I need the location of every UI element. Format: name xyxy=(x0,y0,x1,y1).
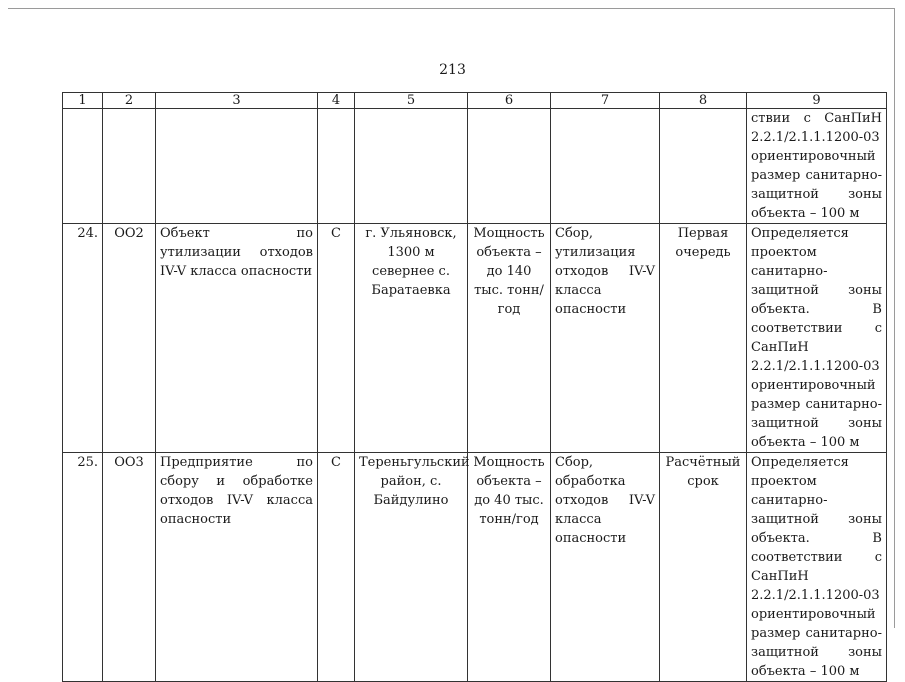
object-purpose: Сбор, обработка отходов IV-V класса опасности xyxy=(551,453,660,682)
object-code: ОО2 xyxy=(103,224,156,453)
column-header: 7 xyxy=(551,93,660,109)
table-cell xyxy=(318,109,355,224)
column-header: 8 xyxy=(660,93,747,109)
object-type: С xyxy=(318,453,355,682)
objects-table xyxy=(62,92,887,682)
table-row xyxy=(63,224,887,453)
column-header: 2 xyxy=(103,93,156,109)
object-code: ОО3 xyxy=(103,453,156,682)
object-purpose: Сбор, утилизация отходов IV-V класса опасности xyxy=(551,224,660,453)
object-type: С xyxy=(318,224,355,453)
column-header: 9 xyxy=(747,93,887,109)
object-capacity: Мощность объекта – до 140 тыс. тонн/год xyxy=(468,224,551,453)
notes-cell: ствии с СанПиН 2.2.1/2.1.1.1200-03 ориентировочный размер санитарно-защитной зоны объекта – 100 м xyxy=(747,109,887,224)
implementation-stage: Первая очередь xyxy=(660,224,747,453)
column-header: 4 xyxy=(318,93,355,109)
table-cell xyxy=(355,109,468,224)
table-cell xyxy=(103,109,156,224)
table-header-row xyxy=(63,93,887,109)
notes-cell: Определяется проектом санитарно-защитной зоны объекта. В соответствии с СанПиН 2.2.1/2.1.1.1200-03 ориентировочный размер санитарно-защитной зоны объекта – 100 м xyxy=(747,453,887,682)
object-location: г. Ульяновск, 1300 м севернее с. Баратаевка xyxy=(355,224,468,453)
column-header: 1 xyxy=(63,93,103,109)
object-location: Тереньгульский район, с. Байдулино xyxy=(355,453,468,682)
column-header: 3 xyxy=(156,93,318,109)
object-name: Объект по утилизации отходов IV-V класса опасности xyxy=(156,224,318,453)
table-cell xyxy=(660,109,747,224)
object-capacity: Мощность объекта – до 40 тыс. тонн/год xyxy=(468,453,551,682)
table-row xyxy=(63,453,887,682)
row-number: 24. xyxy=(63,224,103,453)
page-number: 213 xyxy=(439,62,466,78)
table-cell xyxy=(551,109,660,224)
table-cell xyxy=(156,109,318,224)
object-name: Предприятие по сбору и обработке отходов IV-V класса опасности xyxy=(156,453,318,682)
table-row-continuation xyxy=(63,109,887,224)
implementation-stage: Расчётный срок xyxy=(660,453,747,682)
column-header: 5 xyxy=(355,93,468,109)
table-cell xyxy=(468,109,551,224)
table-cell xyxy=(63,109,103,224)
notes-cell: Определяется проектом санитарно-защитной зоны объекта. В соответствии с СанПиН 2.2.1/2.1.1.1200-03 ориентировочный размер санитарно-защитной зоны объекта – 100 м xyxy=(747,224,887,453)
column-header: 6 xyxy=(468,93,551,109)
row-number: 25. xyxy=(63,453,103,682)
